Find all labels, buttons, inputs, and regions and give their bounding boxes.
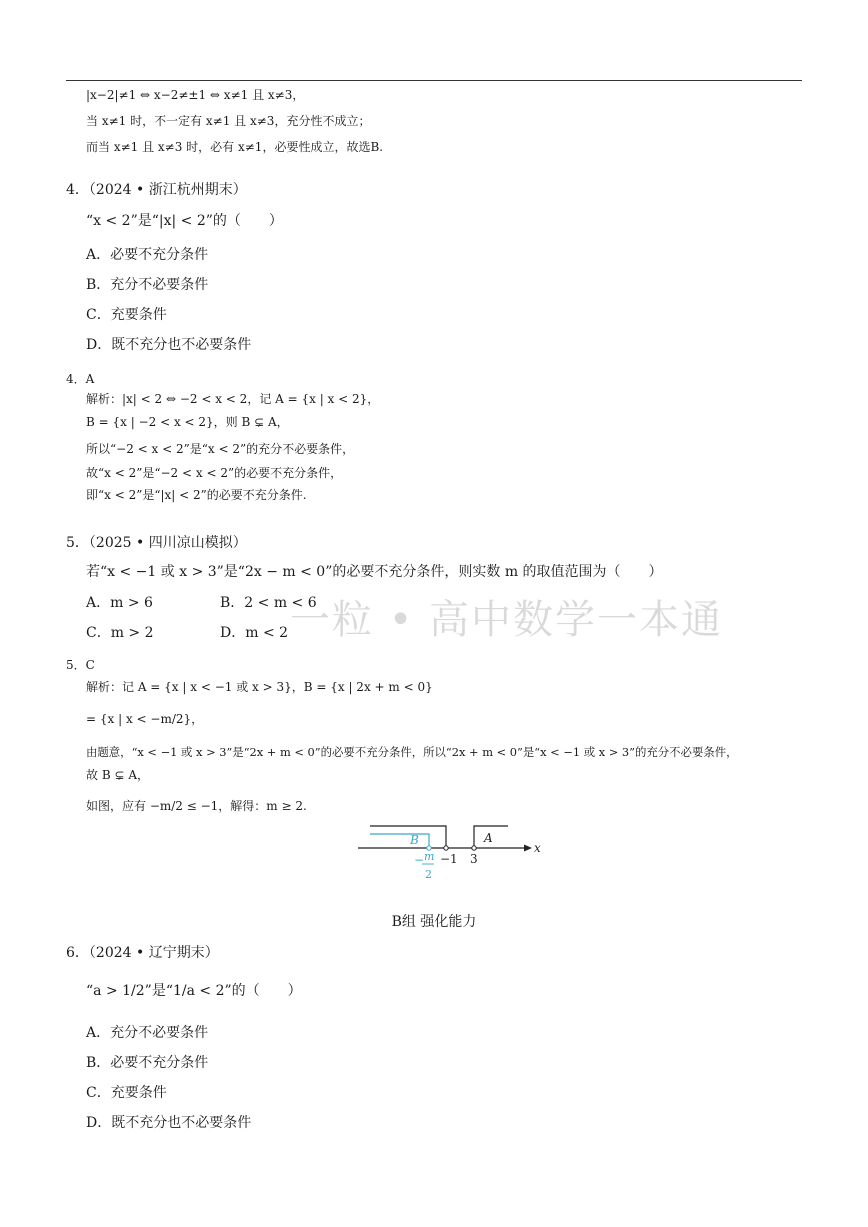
set-b-bracket (370, 834, 429, 848)
a4-line-5: 即“x < 2”是“|x| < 2”的必要不充分条件. (86, 488, 307, 502)
frac-denominator: 2 (425, 868, 432, 881)
q6-option-a: A．充分不必要条件 (86, 1025, 209, 1041)
set-a-label: A (484, 831, 493, 845)
axis-arrow (524, 845, 532, 852)
a5-answer: 5．C (66, 658, 95, 672)
q6-option-c: C．充要条件 (86, 1085, 167, 1101)
tick-label-neg-1: −1 (440, 852, 458, 866)
a5-line-5: 如图，应有 −m/2 ≤ −1，解得：m ≥ 2. (86, 799, 307, 813)
set-a-left-bracket (370, 826, 446, 848)
a4-line-2: B = {x | −2 < x < 2}，则 B ⊊ A， (86, 415, 289, 429)
a5-line-4: 故 B ⊊ A， (86, 768, 149, 782)
a4-line-3: 所以“−2 < x < 2”是“x < 2”的充分不必要条件， (86, 442, 355, 456)
q5-stem: 若“x < −1 或 x > 3”是“2x − m < 0”的必要不充分条件，则实数 m 的取值范围为（ ） (86, 564, 663, 580)
q5-option-c: C．m > 2 (86, 625, 154, 641)
q4-option-d: D．既不充分也不必要条件 (86, 337, 252, 353)
frac-sign: − (414, 853, 425, 867)
tick-label-3: 3 (470, 852, 478, 866)
prev-solution-line-1: |x−2|≠1 ⇔ x−2≠±1 ⇔ x≠1 且 x≠3， (86, 88, 305, 102)
q5-heading: 5．（2025 • 四川凉山模拟） (66, 535, 247, 551)
a4-answer: 4．A (66, 372, 95, 386)
q6-option-d: D．既不充分也不必要条件 (86, 1115, 252, 1131)
q4-stem: “x < 2”是“|x| < 2”的（ ） (86, 213, 283, 229)
q6-option-b: B．必要不充分条件 (86, 1055, 209, 1071)
q6-heading: 6．（2024 • 辽宁期末） (66, 945, 219, 961)
prev-solution-line-2: 当 x≠1 时，不一定有 x≠1 且 x≠3，充分性不成立； (86, 114, 371, 128)
point-3 (472, 846, 476, 850)
a5-line-2: = {x | x < −m/2}， (86, 712, 204, 726)
q4-option-b: B．充分不必要条件 (86, 277, 209, 293)
a4-line-4: 故“x < 2”是“−2 < x < 2”的必要不充分条件， (86, 466, 343, 480)
number-line-diagram (350, 818, 550, 884)
a4-line-1: 解析：|x| < 2 ⇔ −2 < x < 2，记 A = {x | x < 2}， (86, 392, 380, 406)
q5-option-b: B．2 < m < 6 (220, 595, 317, 611)
prev-solution-line-3: 而当 x≠1 且 x≠3 时，必有 x≠1，必要性成立，故选B. (86, 140, 384, 154)
watermark: 一粒 • 高中数学一本通 (290, 597, 724, 643)
point-neg-1 (444, 846, 448, 850)
frac-numerator: m (424, 850, 435, 863)
a5-line-1: 解析：记 A = {x | x < −1 或 x > 3}，B = {x | 2x + m < 0} (86, 680, 433, 694)
q5-option-a: A．m > 6 (86, 595, 153, 611)
q4-option-a: A．必要不充分条件 (86, 247, 209, 263)
q6-stem: “a > 1/2”是“1/a < 2”的（ ） (86, 983, 302, 999)
q4-heading: 4．（2024 • 浙江杭州期末） (66, 182, 247, 198)
set-b-label: B (410, 833, 419, 847)
q4-option-c: C．充要条件 (86, 307, 167, 323)
axis-label-x: x (534, 841, 541, 855)
header-rule (66, 80, 802, 81)
a5-line-3: 由题意，“x < −1 或 x > 3”是“2x + m < 0”的必要不充分条件，所以“2x + m < 0”是“x < −1 或 x > 3”的充分不必要条件， (86, 745, 738, 759)
q5-option-d: D．m < 2 (220, 625, 289, 641)
section-b-title: B组 强化能力 (391, 914, 477, 930)
